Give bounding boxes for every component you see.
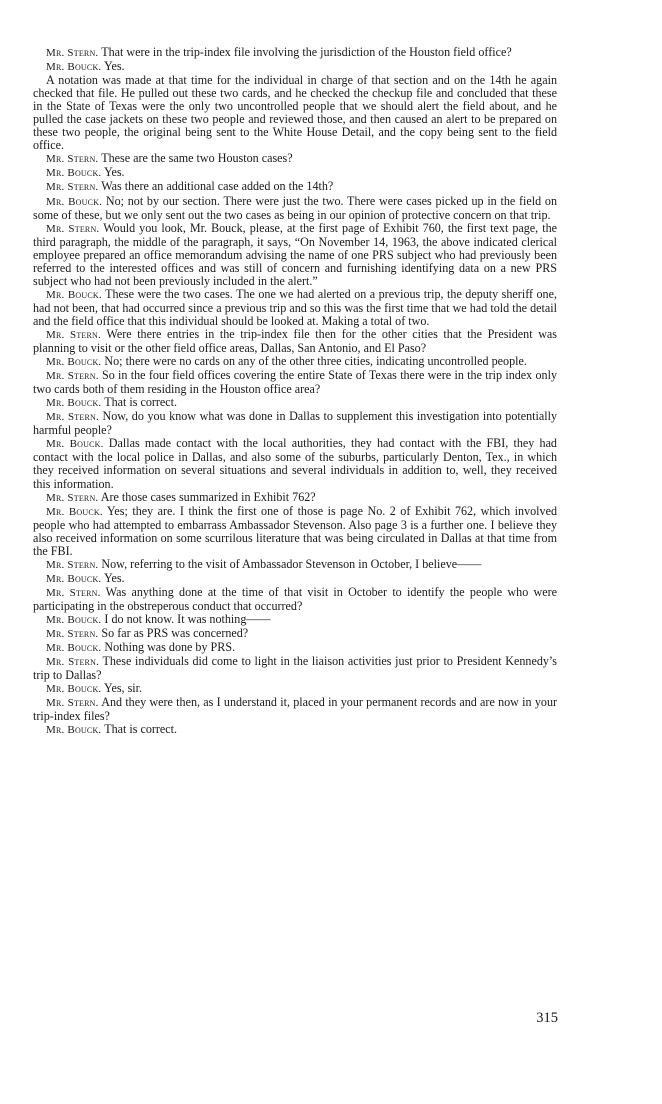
- speaker-label: Mr. Stern.: [46, 411, 99, 424]
- speaker-label: Mr. Bouck.: [46, 397, 102, 410]
- speaker-label: Mr. Stern.: [46, 697, 99, 710]
- paragraph: [33, 328, 557, 355]
- paragraph-text: So in the four field offices covering the entire State of Texas there were in the trip index only two cards both of them residing in the Houston office area?: [33, 368, 557, 397]
- paragraph: [33, 46, 557, 60]
- speaker-label: Mr. Bouck.: [46, 195, 103, 208]
- paragraph: [33, 396, 557, 410]
- paragraph: [33, 166, 557, 180]
- speaker-label: Mr. Bouck.: [46, 683, 102, 696]
- speaker-label: Mr. Bouck.: [46, 356, 102, 369]
- speaker-label: Mr. Bouck.: [46, 167, 102, 180]
- paragraph: [33, 723, 557, 737]
- paragraph-text: A notation was made at that time for the individual in charge of that section and on the 14th he again checked that file. He pulled out these two cards, and he checked the checkup file and concluded that these in the State of Texas were the only two uncontrolled people that we should alert the field about, and he pulled the case jackets on these two people and reviewed those, and then caused an alert to be prepared on these two people, the original being sent to the White House Detail, and the copy being sent to the field office.: [33, 73, 557, 153]
- paragraph: [33, 369, 557, 396]
- paragraph-text: Nothing was done by PRS.: [104, 640, 236, 655]
- paragraph-text: Now, do you know what was done in Dallas to supplement this investigation into potentially harmful people?: [33, 409, 557, 438]
- speaker-label: Mr. Stern.: [46, 222, 100, 235]
- speaker-label: Mr. Stern.: [46, 181, 99, 194]
- speaker-label: Mr. Stern.: [46, 491, 99, 504]
- speaker-label: Mr. Bouck.: [46, 572, 102, 585]
- speaker-label: Mr. Bouck.: [46, 438, 104, 451]
- paragraph-text: Was there an additional case added on the 14th?: [101, 179, 334, 194]
- paragraph-text: Would you look, Mr. Bouck, please, at the first page of Exhibit 760, the first text page, the third paragraph, the middle of the paragraph, it says, “On November 14, 1963, the above indicated clerical employee prepared an office memorandum advising the name of one PRS subject who had previously been referred to the interested offices and was still of concern and furnishing identifying data on a new PRS subject who had not been previously included in the alert.”: [33, 220, 557, 288]
- paragraph-text: These were the two cases. The one we had alerted on a previous trip, the deputy sheriff one, had not been, that had occurred since a previous trip and so this was the first time that we had told the detail and the field office that this individual should be looked at. Making a total of two.: [33, 286, 557, 328]
- paragraph-text: These individuals did come to light in the liaison activities just prior to President Kennedy’s trip to Dallas?: [33, 654, 558, 683]
- paragraph: [33, 195, 557, 222]
- paragraph: [33, 558, 557, 572]
- speaker-label: Mr. Bouck.: [46, 724, 102, 737]
- paragraph: [33, 682, 557, 696]
- paragraph: [33, 152, 557, 166]
- speaker-label: Mr. Stern.: [46, 47, 99, 59]
- speaker-label: Mr. Stern.: [46, 586, 101, 599]
- paragraph: [33, 491, 557, 505]
- paragraph-text: Now, referring to the visit of Ambassador Stevenson in October, I believe——: [101, 556, 482, 571]
- speaker-label: Mr. Bouck.: [46, 288, 102, 301]
- speaker-label: Mr. Stern.: [46, 153, 99, 166]
- paragraph-text: Yes, sir.: [103, 681, 143, 696]
- speaker-label: Mr. Bouck.: [46, 642, 102, 655]
- paragraph: [33, 437, 557, 490]
- paragraph-text: Yes.: [103, 570, 125, 585]
- paragraph: [33, 222, 557, 288]
- paragraph-text: Are those cases summarized in Exhibit 762?: [100, 489, 316, 504]
- paragraph: [33, 180, 557, 194]
- speaker-label: Mr. Bouck.: [46, 613, 102, 626]
- paragraph-text: And they were then, as I understand it, placed in your permanent records and are now in your trip-index files?: [33, 695, 558, 724]
- paragraph-text: So far as PRS was concerned?: [101, 626, 249, 641]
- paragraph-text: Yes.: [103, 165, 125, 180]
- paragraph: [33, 696, 557, 723]
- paragraph-text: These are the same two Houston cases?: [101, 151, 293, 166]
- transcript-body: [33, 46, 557, 737]
- paragraph-text: No; not by our section. There were just the two. There were cases picked up in the field on some of these, but we only sent out the two cases as being in our opinion of protective concern on that trip.: [33, 193, 557, 222]
- speaker-label: Mr. Stern.: [46, 656, 100, 669]
- paragraph: [33, 586, 557, 613]
- paragraph: [33, 627, 557, 641]
- speaker-label: Mr. Stern.: [46, 328, 101, 341]
- paragraph-text: No; there were no cards on any of the other three cities, indicating uncontrolled people.: [104, 354, 527, 369]
- speaker-label: Mr. Stern.: [46, 558, 99, 571]
- paragraph: [33, 410, 557, 437]
- paragraph: [33, 655, 557, 682]
- paragraph-text: I do not know. It was nothing——: [104, 611, 271, 626]
- paragraph: [33, 60, 557, 74]
- paragraph: [33, 613, 557, 627]
- speaker-label: Mr. Bouck.: [46, 505, 103, 518]
- paragraph: [33, 74, 557, 152]
- speaker-label: Mr. Stern.: [46, 628, 99, 641]
- paragraph: [33, 288, 557, 328]
- page-number: 315: [536, 1010, 558, 1026]
- paragraph-text: Dallas made contact with the local authorities, they had contact with the FBI, they had contact with the local police in Dallas, and also some of the suburbs, particularly Denton, Tex., in which they received information on several situations and several individuals in addition to, well, they received this information.: [33, 436, 557, 491]
- paragraph: [33, 355, 557, 369]
- paragraph-text: Yes; they are. I think the first one of those is page No. 2 of Exhibit 762, which involved people who had attempted to embarrass Ambassador Stevenson. Also page 3 is a further one. I believe they also received information on some scurrilous literature that was being circulated in Dallas at that time from the FBI.: [33, 503, 557, 558]
- paragraph: [33, 572, 557, 586]
- paragraph-text: That is correct.: [104, 395, 178, 410]
- paragraph-text: That is correct.: [104, 722, 178, 737]
- paragraph: [33, 505, 557, 558]
- speaker-label: Mr. Stern.: [46, 370, 99, 383]
- paragraph: [33, 641, 557, 655]
- paragraph-text: Yes.: [103, 59, 125, 74]
- paragraph-text: That were in the trip-index file involving the jurisdiction of the Houston field office?: [101, 45, 512, 59]
- paragraph-text: Was anything done at the time of that visit in October to identify the people who were participating in the obstreperous conduct that occurred?: [33, 584, 557, 613]
- paragraph-text: Were there entries in the trip-index file then for the other cities that the President was planning to visit or the other field office areas, Dallas, San Antonio, and El Paso?: [33, 326, 558, 356]
- speaker-label: Mr. Bouck.: [46, 61, 102, 74]
